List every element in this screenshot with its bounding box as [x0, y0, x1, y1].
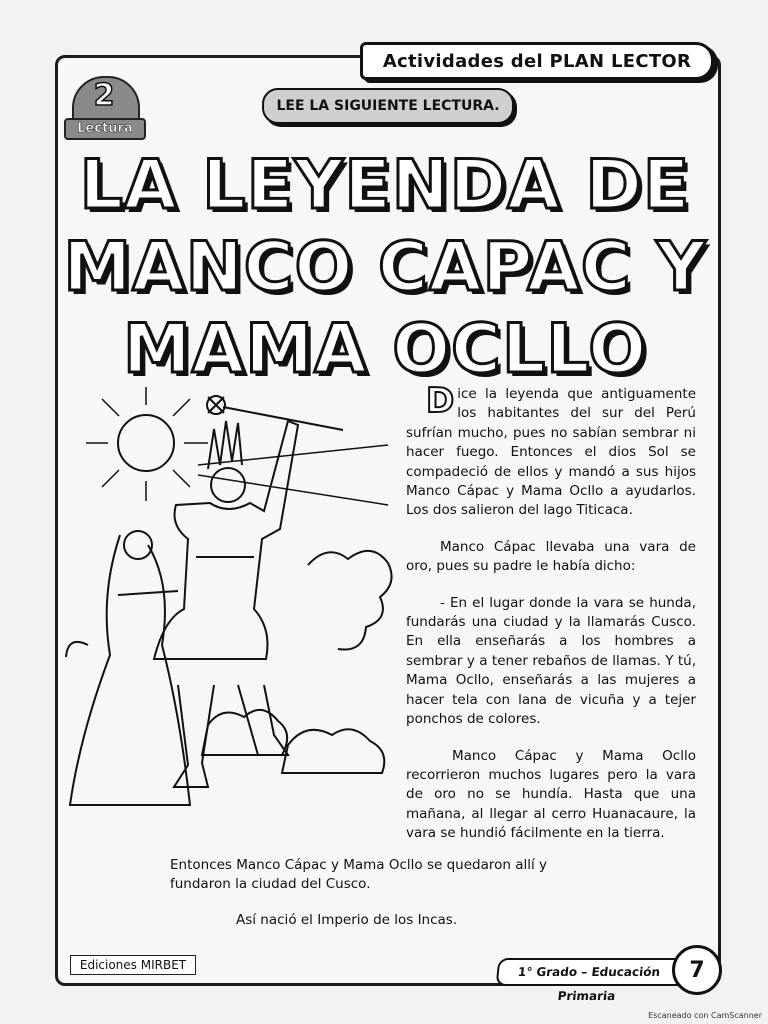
title-line-3: MAMA OCLLO: [122, 310, 648, 389]
drop-cap: D: [426, 381, 455, 421]
lesson-badge: [64, 76, 144, 138]
story-paragraph-5: Entonces Manco Cápac y Mama Ocllo se quedaron allí y fundaron la ciudad del Cusco.: [170, 857, 548, 893]
grade-label: 1° Grado – Educación Primaria: [496, 958, 683, 986]
lesson-label: Lectura: [64, 118, 146, 140]
sun-rays-icon: [86, 387, 388, 505]
title-line-2: MANCO CAPAC Y: [63, 228, 707, 307]
instruction-banner: [262, 88, 514, 124]
scanner-watermark: Escaneado con CamScanner: [648, 1011, 762, 1020]
lesson-number: 2: [93, 78, 115, 113]
instruction-text: LEE LA SIGUIENTE LECTURA.: [276, 98, 500, 114]
story-paragraph-1: [406, 381, 696, 521]
inca-illustration: [58, 385, 398, 825]
header-label: Actividades del PLAN LECTOR: [382, 50, 692, 72]
mama-ocllo-figure-icon: [66, 531, 190, 805]
story-body: [406, 381, 696, 861]
clouds-icon: [202, 551, 392, 773]
page-number: 7: [672, 945, 722, 995]
title-line-1: LA LEYENDA DE: [79, 146, 691, 225]
publisher-label: Ediciones MIRBET: [70, 955, 196, 975]
story-paragraph-4: Manco Cápac y Mama Ocllo recorrieron muchos lugares pero la vara de oro no se hundía. Hasta que una mañana, al llegar al cerro Huanacaure, la vara se hundió fácilmente en la tierra.: [406, 747, 696, 842]
story-paragraph-3: - En el lugar donde la vara se hunda, fundarás una ciudad y la llamarás Cusco. En ella enseñarás a los hombres a sembrar y a tener rebaños de llamas. Y tú, Mama Ocllo, enseñarás a las mujeres a hacer tela con lana de vicuña y a tejer ponchos de colores.: [406, 594, 696, 728]
paragraph-1-text: ice la leyenda que antiguamente los habitantes del sur del Perú sufrían mucho, pues no sabían sembrar ni hacer fuego. Entonces el dios Sol se compadeció de ellos y mandó a sus hijos Manco Cápac y Mama Ocllo a ayudarlos. Los dos salieron del lago Titicaca.: [406, 386, 696, 519]
story-paragraph-6: Así nació el Imperio de los Incas.: [236, 912, 458, 928]
sun-icon: [118, 415, 174, 471]
plan-lector-header: [360, 42, 714, 80]
story-title: [60, 145, 710, 391]
story-paragraph-2: Manco Cápac llevaba una vara de oro, pues su padre le había dicho:: [406, 538, 696, 575]
manco-capac-figure-icon: [154, 421, 298, 787]
